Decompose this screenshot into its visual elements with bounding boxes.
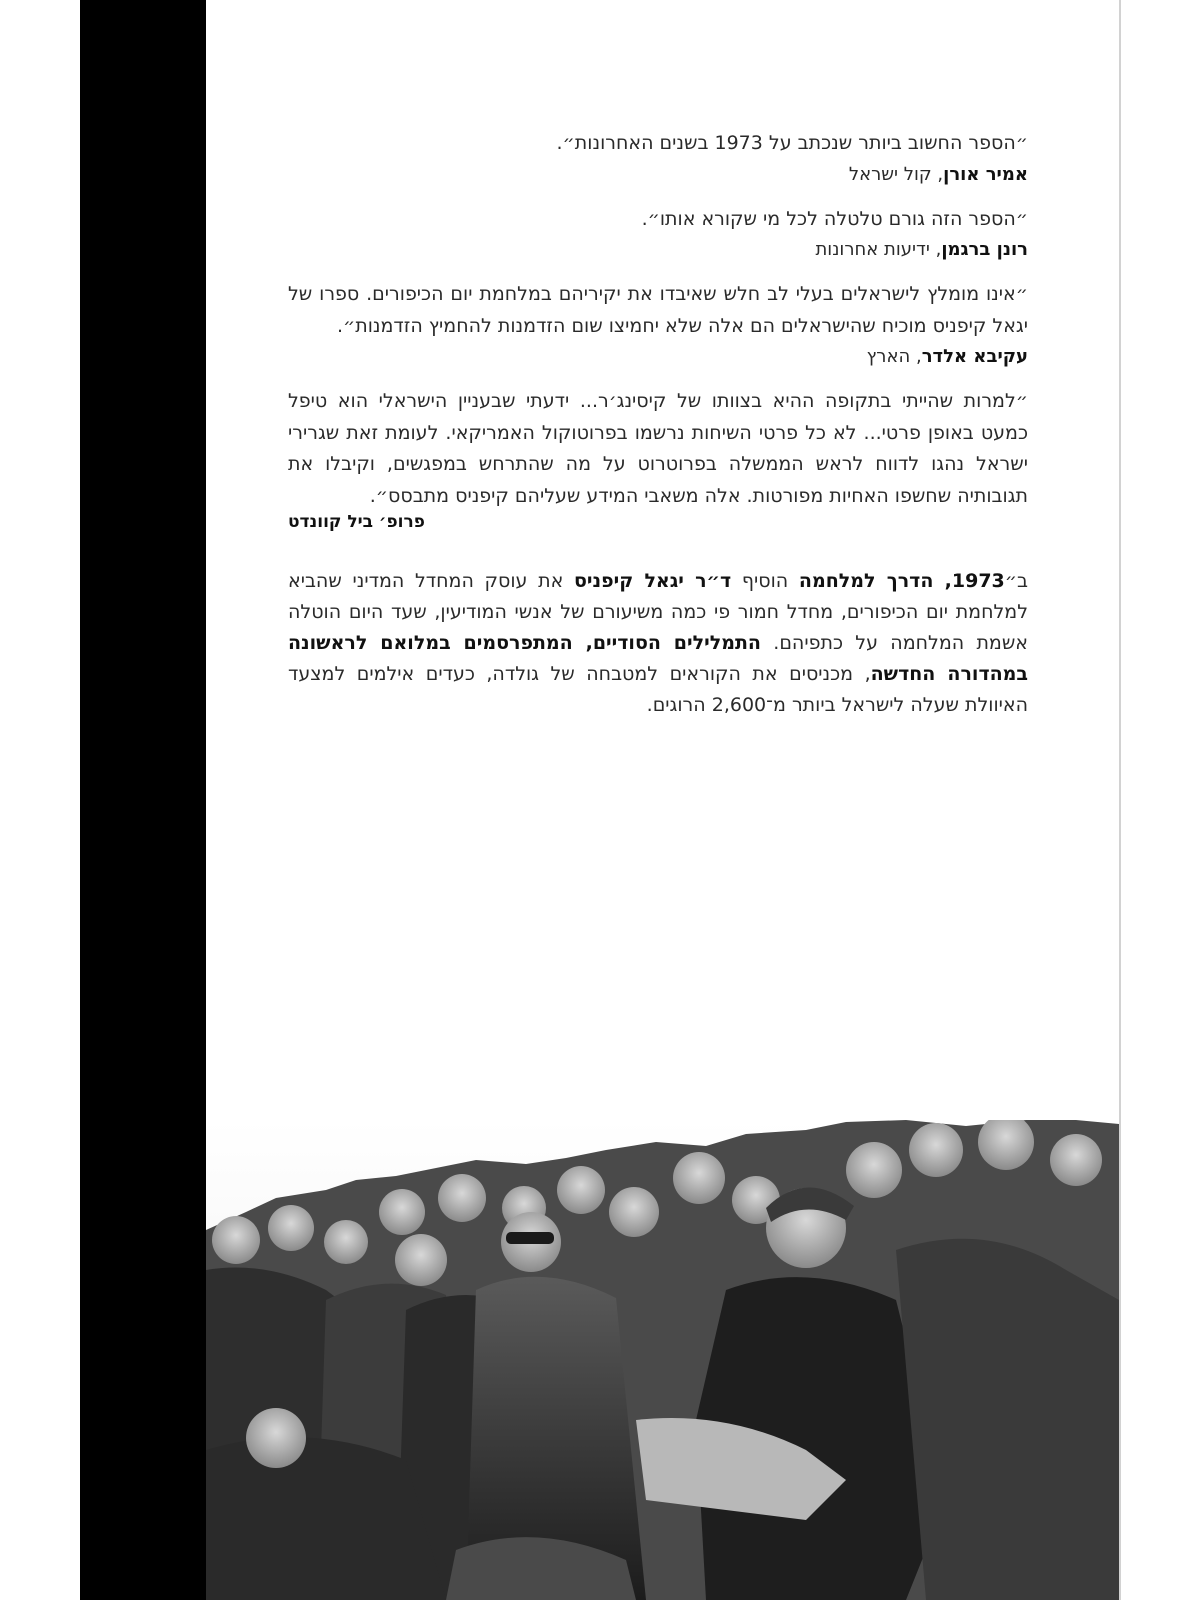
blurb-source: , הארץ [866,346,922,367]
desc-text: הוסיף [731,570,799,592]
blurb-author: אמיר אורן [943,163,1028,185]
blurb-source: , קול ישראל [848,163,944,185]
blurb-source: , ידיעות אחרונות [815,239,942,260]
blurb-1 [288,128,1028,190]
blurb-attribution [288,235,1028,265]
blurb-4 [288,386,1028,532]
blurb-3 [288,279,1028,372]
blurb-quote: ״למרות שהייתי בתקופה ההיא בצוותו של קיסינג׳ר... ידעתי שבעניין הישראלי הוא טיפל כמעט באופן פרטי... לא כל פרטי השיחות נרשמו בפרוטוקול האמריקאי. לעומת זאת שגרירי ישראל נהגו לדווח לראש הממשלה בפרוטרוט על מה שהתרחש במפגשים, וקיבלו את תגובותיה שחשפו האחיות מפורטות. אלה משאבי המידע שעליהם קיפניס מתבסס״. [288,390,1028,507]
back-cover-text [288,128,1028,740]
book-description [288,566,1028,721]
blurb-author: עקיבא אלדר [921,346,1028,367]
blurb-attribution [288,160,1028,190]
cover-photo [206,1120,1119,1600]
desc-text: ב״ [1004,570,1028,592]
blurb-quote: ״הספר הזה גורם טלטלה לכל מי שקורא אותו״. [641,207,1028,230]
blurb-attribution [288,342,1028,372]
blurb-2 [288,204,1028,266]
book-title: 1973, הדרך למלחמה [798,570,1005,592]
blurb-quote: ״אינו מומלץ לישראלים בעלי לב חלש שאיבדו את יקיריהם במלחמת יום הכיפורים. ספרו של יגאל קיפניס מוכיח שהישראלים הם אלה שלא יחמיצו שום הזדמנות להחמיץ הזדמנות״. [288,283,1028,337]
blurb-author: רונן ברגמן [941,239,1028,260]
book-spine [80,0,206,1600]
blurb-author: פרופ׳ ביל קוונדט [288,512,425,532]
desc-text: את עוסק המחדל המדיני שהביא למלחמת יום הכיפורים, מחדל חמור פי כמה משיעורם של אנשי המודיעין, שעד היום הוטלה אשמת המלחמה על כתפיהם. [288,570,1029,654]
page-edge [1119,0,1121,1600]
desc-text: , מכניסים את הקוראים למטבחה של גולדה, כעדים אילמים למצעד האיוולת שעלה לישראל ביותר מ־2,600 הרוגים. [288,663,1028,716]
author-name: ד״ר יגאל קיפניס [573,570,732,592]
desc-highlight: התמלילים הסודיים, המתפרסמים במלואם לראשונה במהדורה החדשה [288,632,1028,685]
blurb-attribution-row [288,512,1028,532]
crowd-photo [206,1120,1119,1600]
blurb-quote: ״הספר החשוב ביותר שנכתב על 1973 בשנים האחרונות״. [556,132,1028,154]
